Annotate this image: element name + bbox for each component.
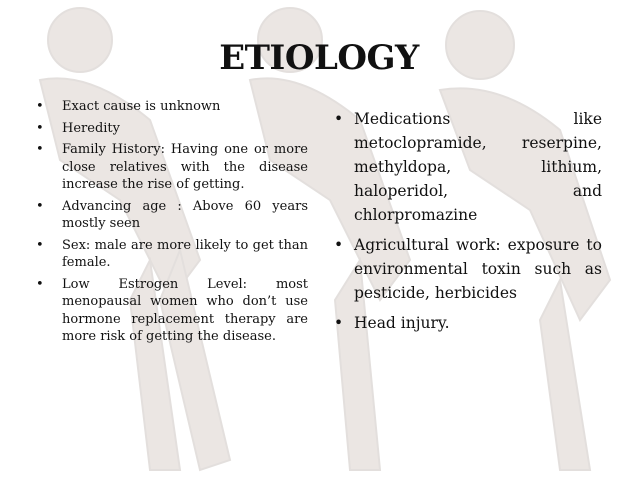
list-item-text: Advancing age : Above 60 years mostly seen <box>62 198 308 231</box>
bullet-icon: • <box>36 237 44 253</box>
bullet-icon: • <box>36 198 44 214</box>
slide-title: ETIOLOGY <box>219 38 419 78</box>
list-item <box>334 233 602 305</box>
list-item-text: Exact cause is unknown <box>62 99 221 114</box>
list-item <box>334 107 602 227</box>
list-item-text: Family History: Having one or more close relatives with the disease increase the rise of getting. <box>62 142 308 192</box>
bullet-icon: • <box>36 120 44 136</box>
list-item-text: Medications like metoclopramide, reserpine, methyldopa, lithium, haloperidol, and chlorpromazine <box>354 110 602 224</box>
list-item <box>36 276 308 346</box>
list-item <box>36 141 308 194</box>
list-item <box>36 198 308 233</box>
left-bullet-list <box>36 98 308 350</box>
list-item-text: Low Estrogen Level: most menopausal women who don’t use hormone replacement therapy are more risk of getting the disease. <box>62 276 308 344</box>
bullet-icon: • <box>36 276 44 292</box>
right-bullet-list <box>334 107 602 341</box>
list-item-text: Sex: male are more likely to get than female. <box>62 237 308 270</box>
bullet-icon: • <box>334 314 344 332</box>
list-item-text: Heredity <box>62 120 120 136</box>
bullet-icon: • <box>334 236 344 254</box>
bullet-icon: • <box>36 142 44 157</box>
bullet-icon: • <box>36 99 44 114</box>
list-item <box>36 237 308 272</box>
bullet-icon: • <box>334 110 344 128</box>
list-item <box>334 311 602 335</box>
list-item <box>36 98 308 116</box>
list-item-text: Agricultural work: exposure to environmental toxin such as pesticide, herbicides <box>354 236 602 302</box>
list-item-text: Head injury. <box>354 314 450 332</box>
list-item <box>36 120 308 138</box>
